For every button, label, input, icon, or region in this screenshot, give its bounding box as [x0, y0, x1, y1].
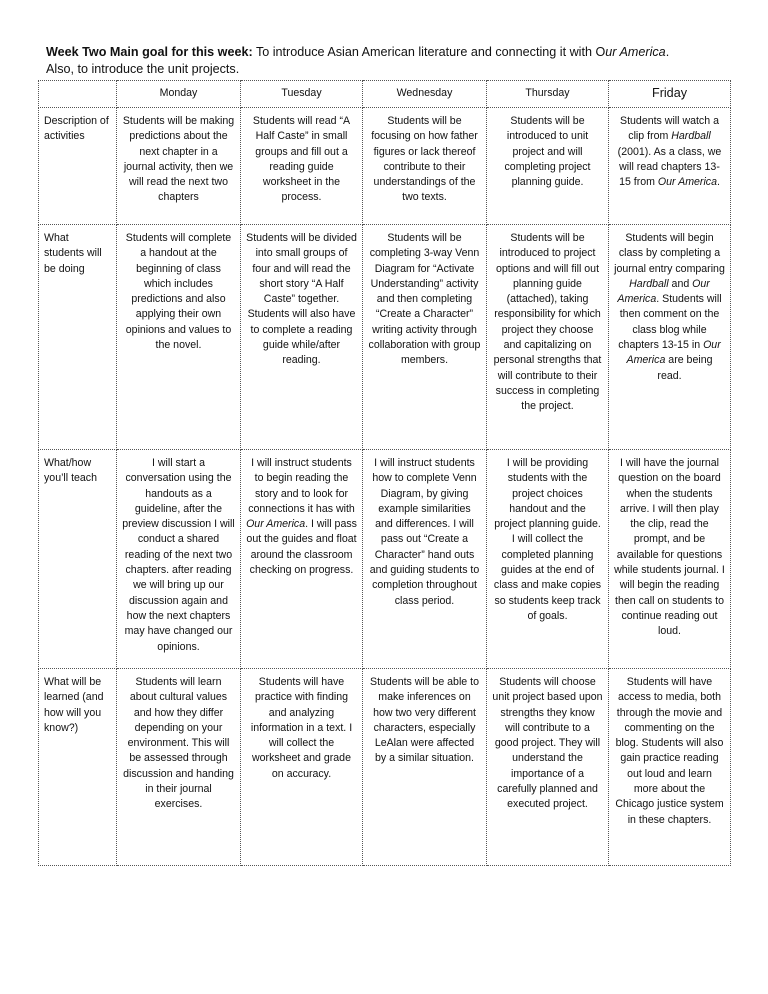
- heading-text: To introduce Asian American literature and connecting it with O: [252, 45, 606, 59]
- table-cell: Students will watch a clip from Hardball (2001). As a class, we will read chapters 13-15 from Our America.: [609, 108, 731, 225]
- table-cell: Students will read “A Half Caste” in small groups and fill out a reading guide worksheet in the process.: [241, 108, 363, 225]
- heading-end: .: [665, 45, 670, 59]
- row-label: Description of activities: [39, 108, 117, 225]
- column-header-thursday: Thursday: [487, 81, 609, 108]
- row-label: What students will be doing: [39, 225, 117, 450]
- table-cell: I will start a conversation using the handouts as a guideline, after the preview discussion I will conduct a shared reading of the next two chapters. after reading we will bring up our discussion again and how the next chapters may have changed our opinions.: [117, 450, 241, 669]
- table-cell: Students will be introduced to project options and will fill out planning guide (attached), taking responsibility for which project they choose and capitalizing on personal strengths that will contribute to their success in completing the project.: [487, 225, 609, 450]
- table-cell: Students will be able to make inferences on how two very different characters, especially LeAlan were affected by a similar situation.: [363, 669, 487, 866]
- table-cell: I will have the journal question on the board when the students arrive. I will then play the clip, read the prompt, and be available for questions while students journal. I will begin the reading then call on students to continue reading out loud.: [609, 450, 731, 669]
- heading-bold: Week Two Main goal for this week:: [46, 45, 253, 59]
- table-cell: I will be providing students with the project choices handout and the project planning guide. I will collect the completed planning guides at the end of class and make copies so students keep track of goals.: [487, 450, 609, 669]
- page-heading: [46, 44, 736, 78]
- column-header-friday: Friday: [609, 81, 731, 108]
- table-cell: Students will have practice with finding and analyzing information in a text. I will collect the worksheet and grade on accuracy.: [241, 669, 363, 866]
- table-cell: Students will be completing 3-way Venn Diagram for “Activate Understanding” activity and then completing “Create a Character” writing activity through collaboration with group members.: [363, 225, 487, 450]
- table-cell: I will instruct students how to complete Venn Diagram, by giving example similarities and differences. I will pass out “Create a Character” hand outs and guiding students to completion throughout class period.: [363, 450, 487, 669]
- heading-italic: ur America: [605, 45, 666, 59]
- table-row: [39, 108, 731, 225]
- table-cell: Students will choose unit project based upon strengths they know will contribute to a good project. They will understand the importance of a carefully planned and executed project.: [487, 669, 609, 866]
- table-cell: Students will learn about cultural values and how they differ depending on your environment. This will be assessed through discussion and handing in their journal exercises.: [117, 669, 241, 866]
- header-row: [39, 81, 731, 108]
- table-cell: Students will be focusing on how father figures or lack thereof contribute to their understandings of the two texts.: [363, 108, 487, 225]
- table-cell: Students will be divided into small groups of four and will read the short story “A Half Caste” together. Students will also have to complete a reading guide while/after reading.: [241, 225, 363, 450]
- table-row: [39, 450, 731, 669]
- row-label: What will be learned (and how will you know?): [39, 669, 117, 866]
- table-row: [39, 669, 731, 866]
- table-cell: Students will complete a handout at the beginning of class which includes predictions and also applying their own opinions and values to the novel.: [117, 225, 241, 450]
- corner-cell: [39, 81, 117, 108]
- table-cell: Students will be making predictions about the next chapter in a journal activity, then we will read the next two chapters: [117, 108, 241, 225]
- table-row: [39, 225, 731, 450]
- column-header-monday: Monday: [117, 81, 241, 108]
- table-cell: Students will be introduced to unit project and will completing project planning guide.: [487, 108, 609, 225]
- row-label: What/how you’ll teach: [39, 450, 117, 669]
- column-header-wednesday: Wednesday: [363, 81, 487, 108]
- table-cell: I will instruct students to begin reading the story and to look for connections it has with Our America. I will pass out the guides and float around the classroom checking on progress.: [241, 450, 363, 669]
- heading-line2: Also, to introduce the unit projects.: [46, 62, 240, 76]
- table-cell: Students will have access to media, both through the movie and commenting on the blog. Students will also gain practice reading out loud and learn more about the Chicago justice system in these chapters.: [609, 669, 731, 866]
- table-cell: Students will begin class by completing a journal entry comparing Hardball and Our America. Students will then comment on the class blog while chapters 13-15 in Our America are being read.: [609, 225, 731, 450]
- column-header-tuesday: Tuesday: [241, 81, 363, 108]
- lesson-plan-table: [38, 80, 731, 866]
